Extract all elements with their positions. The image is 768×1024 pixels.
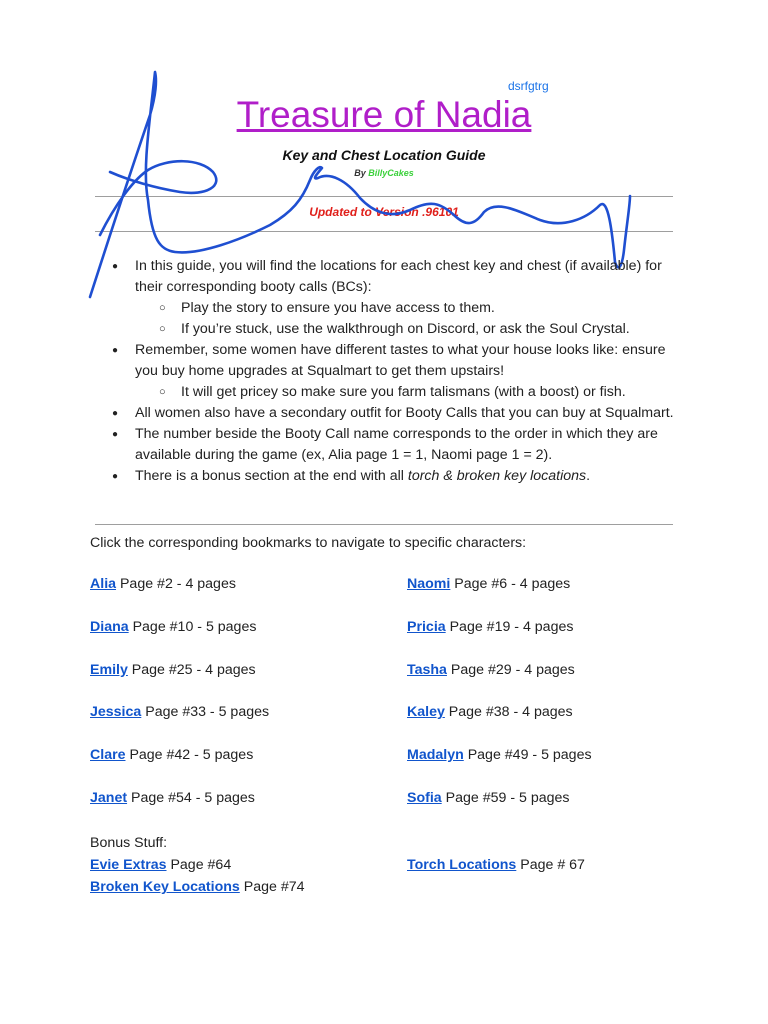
bonus-row <box>90 854 690 876</box>
bookmark-entry: Madalyn Page #49 - 5 pages <box>407 747 592 764</box>
bookmark-entry: Pricia Page #19 - 4 pages <box>407 618 574 635</box>
header-tag: dsrfgtrg <box>508 79 549 93</box>
bookmark-entry: Emily Page #25 - 4 pages <box>90 661 256 678</box>
version-note: Updated to Version .96101 <box>309 205 459 219</box>
bookmark-row <box>90 790 690 833</box>
bookmark-entry: Alia Page #2 - 4 pages <box>90 576 236 592</box>
bookmark-link-broken-key-locations[interactable]: Broken Key Locations <box>90 879 240 895</box>
bookmark-entry: Broken Key Locations Page #74 <box>90 879 305 895</box>
bullet-item: ● There is a bonus section at the end with all torch & broken key locations. <box>110 466 685 487</box>
bookmark-link-alia[interactable]: Alia <box>90 576 117 592</box>
bullet-item: ● The number beside the Booty Call name corresponds to the order in which they are available during the game (ex, Alia page 1 = 1, Naomi page 1 = 2). <box>110 424 685 466</box>
by-label: By <box>354 168 366 178</box>
bookmark-link-madalyn[interactable]: Madalyn <box>407 747 464 764</box>
bullet-item: ● Remember, some women have different tastes to what your house looks like: ensure you buy home upgrades at Squalmart to get them upstairs! ○ It will get pricey so make sure you farm talismans (with a boost) or fish. <box>110 340 685 403</box>
bookmark-link-naomi[interactable]: Naomi <box>407 576 451 592</box>
bookmark-row <box>90 747 690 790</box>
bookmark-link-tasha[interactable]: Tasha <box>407 661 447 678</box>
bonus-row <box>90 876 690 898</box>
bookmark-link-janet[interactable]: Janet <box>90 789 128 806</box>
bookmark-row <box>90 662 690 705</box>
bookmark-links <box>90 576 690 833</box>
bookmark-row <box>90 619 690 662</box>
bookmark-entry: Torch Locations Page # 67 <box>407 857 585 873</box>
bookmark-entry: Tasha Page #29 - 4 pages <box>407 661 575 678</box>
bonus-section <box>90 832 690 898</box>
sub-bullet-list <box>135 298 685 340</box>
sub-bullet-item: ○ If you’re stuck, use the walkthrough on Discord, or ask the Soul Crystal. <box>135 319 685 340</box>
document-title: Treasure of Nadia <box>236 94 532 135</box>
bookmark-entry: Naomi Page #6 - 4 pages <box>407 576 571 592</box>
bookmark-link-sofia[interactable]: Sofia <box>407 789 442 806</box>
bookmark-link-kaley[interactable]: Kaley <box>407 704 445 721</box>
bonus-heading: Bonus Stuff: <box>90 835 168 851</box>
bookmark-entry: Clare Page #42 - 5 pages <box>90 747 254 764</box>
bookmark-link-jessica[interactable]: Jessica <box>90 704 142 721</box>
bookmark-entry: Sofia Page #59 - 5 pages <box>407 789 570 806</box>
bullet-item: ● In this guide, you will find the locations for each chest key and chest (if available) for their corresponding booty calls (BCs): ○ Play the story to ensure you have access to them. ○ If you’re stuck, use the walkthrough on Discord, or ask the Soul Crystal. <box>110 256 685 340</box>
bookmark-entry: Evie Extras Page #64 <box>90 857 232 873</box>
sub-bullet-item: ○ Play the story to ensure you have access to them. <box>135 298 685 319</box>
guide-bullet-list <box>110 256 685 487</box>
bookmark-link-evie-extras[interactable]: Evie Extras <box>90 857 167 873</box>
bookmark-entry: Janet Page #54 - 5 pages <box>90 789 255 806</box>
document-subtitle: Key and Chest Location Guide <box>282 147 486 163</box>
bookmark-link-torch-locations[interactable]: Torch Locations <box>407 857 517 873</box>
bookmark-link-emily[interactable]: Emily <box>90 661 128 678</box>
bookmark-link-pricia[interactable]: Pricia <box>407 618 446 635</box>
bookmark-entry: Kaley Page #38 - 4 pages <box>407 704 573 721</box>
bookmark-row <box>90 576 690 619</box>
bookmark-link-clare[interactable]: Clare <box>90 747 126 764</box>
bullet-item: ● All women also have a secondary outfit for Booty Calls that you can buy at Squalmart. <box>110 403 685 424</box>
sub-bullet-item: ○ It will get pricey so make sure you farm talismans (with a boost) or fish. <box>135 382 685 403</box>
bookmark-entry: Diana Page #10 - 5 pages <box>90 618 257 635</box>
navigation-prompt: Click the corresponding bookmarks to navigate to specific characters: <box>90 535 527 551</box>
bookmark-link-diana[interactable]: Diana <box>90 618 129 635</box>
sub-bullet-list <box>135 382 685 403</box>
section-divider <box>95 524 673 525</box>
bookmark-row <box>90 704 690 747</box>
bookmark-entry: Jessica Page #33 - 5 pages <box>90 704 270 721</box>
author-name: BillyCakes <box>368 168 414 178</box>
